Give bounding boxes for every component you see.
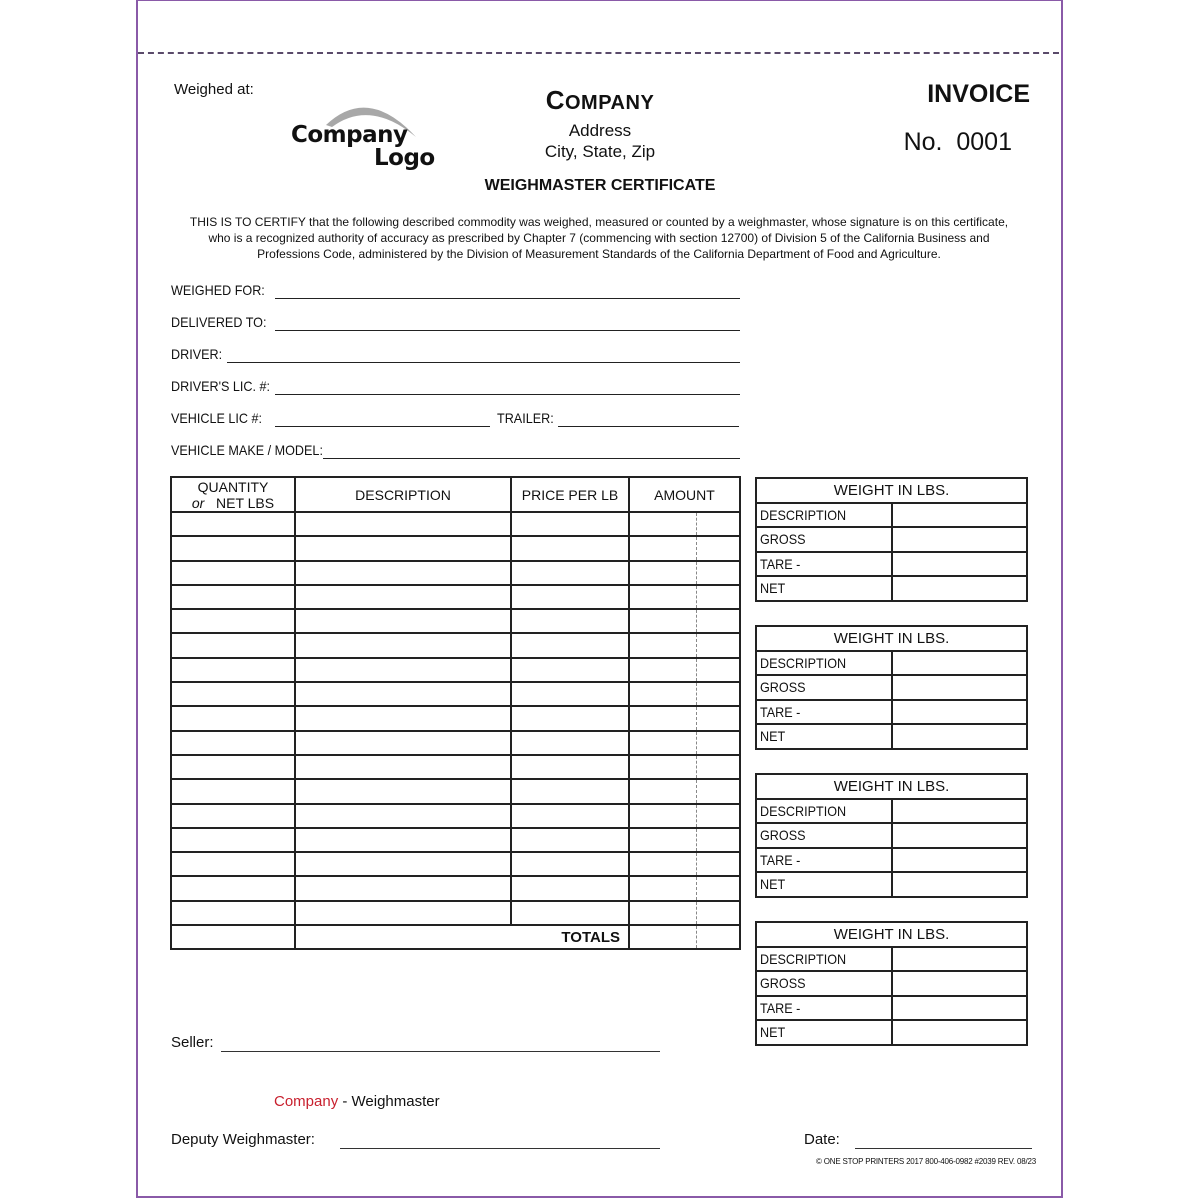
deputy-weighmaster-field[interactable] xyxy=(171,1131,315,1148)
delivered-to-input[interactable] xyxy=(275,316,740,331)
items-table xyxy=(170,476,741,950)
weight-box-row-label xyxy=(756,872,892,897)
weight-box-row-value[interactable] xyxy=(892,1020,1028,1045)
quantity-cell[interactable] xyxy=(171,585,295,609)
deputy-weighmaster-line[interactable] xyxy=(340,1134,660,1149)
trailer-input[interactable] xyxy=(558,412,739,427)
perforation-line xyxy=(138,52,1059,54)
items-table-row xyxy=(171,561,740,585)
weight-box-row-label xyxy=(756,971,892,996)
weight-box-row xyxy=(756,651,1027,676)
items-table-row xyxy=(171,755,740,779)
amount-cell[interactable] xyxy=(629,901,740,925)
company-name xyxy=(480,83,720,120)
items-table-row xyxy=(171,828,740,852)
totals-empty-cell xyxy=(171,925,295,949)
price-cell[interactable] xyxy=(511,536,629,560)
weight-box-row xyxy=(756,576,1027,601)
description-cell[interactable] xyxy=(295,731,511,755)
weighed-for-label: WEIGHED FOR: xyxy=(171,282,265,298)
quantity-cell[interactable] xyxy=(171,779,295,803)
amount-cell[interactable] xyxy=(629,779,740,803)
description-cell[interactable] xyxy=(295,633,511,657)
logo-text-line1: Company xyxy=(291,122,408,148)
date-field[interactable] xyxy=(804,1131,840,1148)
weight-box-row-label-text: DESCRIPTION xyxy=(760,654,847,671)
description-cell[interactable] xyxy=(295,901,511,925)
col-quantity-header xyxy=(171,477,295,512)
amount-cell[interactable] xyxy=(629,585,740,609)
price-cell[interactable] xyxy=(511,512,629,536)
weight-box-row-label-text: DESCRIPTION xyxy=(760,506,847,523)
invoice-title: INVOICE xyxy=(927,80,1030,108)
drivers-lic-input[interactable] xyxy=(275,380,740,395)
company-city-state-zip: City, State, Zip xyxy=(544,142,656,161)
weight-box-header-row xyxy=(756,922,1027,947)
weight-box-row-value[interactable] xyxy=(892,552,1028,577)
invoice-number-value: 0001 xyxy=(956,128,1012,156)
drivers-lic-label: DRIVER'S LIC. #: xyxy=(171,378,271,394)
weight-box-header-row xyxy=(756,774,1027,799)
col-amount-header: AMOUNT xyxy=(629,477,740,512)
weighmaster-suffix: - Weighmaster xyxy=(338,1093,440,1110)
weight-box-row xyxy=(756,503,1027,528)
invoice-number-label: No. xyxy=(903,128,943,156)
description-cell[interactable] xyxy=(295,658,511,682)
weight-box-row-value[interactable] xyxy=(892,947,1028,972)
quantity-cell[interactable] xyxy=(171,731,295,755)
weight-box-row-label xyxy=(756,799,892,824)
weight-box-row-label xyxy=(756,552,892,577)
weight-box-row-value[interactable] xyxy=(892,576,1028,601)
driver-label: DRIVER: xyxy=(171,346,223,362)
price-cell[interactable] xyxy=(511,901,629,925)
quantity-cell[interactable] xyxy=(171,633,295,657)
certificate-title: WEIGHMASTER CERTIFICATE xyxy=(484,177,716,194)
price-cell[interactable] xyxy=(511,731,629,755)
col-price-per-lb-header: PRICE PER LB xyxy=(511,477,629,512)
driver-field[interactable] xyxy=(171,346,228,362)
company-logo xyxy=(288,95,438,175)
items-table-row xyxy=(171,609,740,633)
price-cell[interactable] xyxy=(511,682,629,706)
items-totals-row xyxy=(171,925,740,949)
weight-box-row-value[interactable] xyxy=(892,971,1028,996)
quantity-cell[interactable] xyxy=(171,682,295,706)
quantity-cell[interactable] xyxy=(171,706,295,730)
price-cell[interactable] xyxy=(511,609,629,633)
weight-box xyxy=(755,921,1028,1046)
price-cell[interactable] xyxy=(511,852,629,876)
weight-box-row xyxy=(756,872,1027,897)
logo-text-line2: Logo xyxy=(374,145,435,171)
weight-box-row-label-text: NET xyxy=(760,728,786,745)
weight-box-row-value[interactable] xyxy=(892,724,1028,749)
invoice-number xyxy=(860,128,1012,157)
weight-box-title: WEIGHT IN LBS. xyxy=(756,626,1027,651)
description-cell[interactable] xyxy=(295,682,511,706)
weight-box-row-value[interactable] xyxy=(892,799,1028,824)
vehicle-make-model-field[interactable] xyxy=(171,442,340,458)
price-cell[interactable] xyxy=(511,561,629,585)
certification-text: THIS IS TO CERTIFY that the following described commodity was weighed, measured or counted by a weighmaster, whose signature is on this certificate, who is a recognized authority of accuracy as prescribed by Chapter 7 (commencing with section 12700) of Division 5 of the California Business and Professions Code, administered by the Division of Measurement Standards of the California Department of Food and Agriculture. xyxy=(189,215,1009,261)
description-cell[interactable] xyxy=(295,852,511,876)
items-table-row xyxy=(171,804,740,828)
weight-box-row-value[interactable] xyxy=(892,527,1028,552)
amount-cell[interactable] xyxy=(629,536,740,560)
items-table-row xyxy=(171,852,740,876)
totals-label: TOTALS xyxy=(295,925,629,949)
description-cell[interactable] xyxy=(295,779,511,803)
company-name-initial: C xyxy=(545,85,565,115)
weight-box-row-label-text: GROSS xyxy=(760,679,806,696)
weight-box-title: WEIGHT IN LBS. xyxy=(756,774,1027,799)
items-table-row xyxy=(171,682,740,706)
weight-box-row-label xyxy=(756,675,892,700)
items-header-row xyxy=(171,477,740,512)
items-table-row xyxy=(171,585,740,609)
quantity-cell[interactable] xyxy=(171,561,295,585)
description-cell[interactable] xyxy=(295,828,511,852)
weighed-for-input[interactable] xyxy=(275,284,740,299)
weighed-at-label: Weighed at: xyxy=(174,81,254,98)
weight-box-row-label xyxy=(756,503,892,528)
weight-box-row-label-text: NET xyxy=(760,1024,786,1041)
items-table-row xyxy=(171,633,740,657)
weight-box xyxy=(755,773,1028,898)
quantity-header-or: or xyxy=(191,494,205,511)
vehicle-make-model-input[interactable] xyxy=(323,444,740,459)
quantity-cell[interactable] xyxy=(171,804,295,828)
amount-cell[interactable] xyxy=(629,804,740,828)
items-table-row xyxy=(171,536,740,560)
deputy-weighmaster-label: Deputy Weighmaster: xyxy=(171,1131,315,1148)
price-cell[interactable] xyxy=(511,876,629,900)
trailer-field[interactable] xyxy=(497,410,560,426)
items-table-row xyxy=(171,512,740,536)
weight-box-header-row xyxy=(756,478,1027,503)
description-cell[interactable] xyxy=(295,561,511,585)
description-cell[interactable] xyxy=(295,536,511,560)
weight-box-row-label-text: NET xyxy=(760,876,786,893)
weight-box-row-label xyxy=(756,700,892,725)
weight-box-row xyxy=(756,971,1027,996)
description-cell[interactable] xyxy=(295,706,511,730)
amount-cell[interactable] xyxy=(629,706,740,730)
items-table-row xyxy=(171,876,740,900)
weight-box-row-label-text: NET xyxy=(760,580,786,597)
amount-cell[interactable] xyxy=(629,755,740,779)
price-cell[interactable] xyxy=(511,633,629,657)
weight-box-row xyxy=(756,823,1027,848)
weight-box-row-value[interactable] xyxy=(892,675,1028,700)
weight-box-row-label-text: TARE - xyxy=(760,703,801,720)
weight-box-row-label xyxy=(756,651,892,676)
weighmaster-company: Company xyxy=(274,1093,339,1110)
seller-label: Seller: xyxy=(171,1034,214,1051)
trailer-label: TRAILER: xyxy=(497,410,554,426)
amount-cell[interactable] xyxy=(629,731,740,755)
quantity-cell[interactable] xyxy=(171,876,295,900)
weight-box-row-label-text: GROSS xyxy=(760,827,806,844)
quantity-header-line1: QUANTITY xyxy=(197,478,269,495)
weighmaster-name xyxy=(274,1093,440,1110)
description-cell[interactable] xyxy=(295,609,511,633)
date-line[interactable] xyxy=(855,1134,1032,1149)
weight-box-row-label xyxy=(756,724,892,749)
company-block xyxy=(480,83,720,162)
company-address: Address xyxy=(568,121,632,140)
quantity-cell[interactable] xyxy=(171,828,295,852)
description-cell[interactable] xyxy=(295,876,511,900)
items-table-row xyxy=(171,706,740,730)
vehicle-lic-label: VEHICLE LIC #: xyxy=(171,410,263,426)
quantity-cell[interactable] xyxy=(171,658,295,682)
quantity-cell[interactable] xyxy=(171,901,295,925)
vehicle-lic-field[interactable] xyxy=(171,410,272,426)
items-table-row xyxy=(171,901,740,925)
weight-box-row xyxy=(756,996,1027,1021)
amount-cell[interactable] xyxy=(629,561,740,585)
weight-box-row-value[interactable] xyxy=(892,823,1028,848)
amount-cell[interactable] xyxy=(629,876,740,900)
weighed-for-field[interactable] xyxy=(171,282,275,298)
weight-box-row-label-text: DESCRIPTION xyxy=(760,802,847,819)
weight-box-row xyxy=(756,724,1027,749)
company-name-rest: OMPANY xyxy=(564,92,655,114)
weight-box-row-value[interactable] xyxy=(892,848,1028,873)
weight-box-row-label xyxy=(756,1020,892,1045)
col-description-header: DESCRIPTION xyxy=(295,477,511,512)
weight-box-row-label xyxy=(756,848,892,873)
items-table-row xyxy=(171,779,740,803)
weight-box-row xyxy=(756,848,1027,873)
delivered-to-label: DELIVERED TO: xyxy=(171,314,267,330)
price-cell[interactable] xyxy=(511,828,629,852)
weight-box-row xyxy=(756,552,1027,577)
seller-signature-line[interactable] xyxy=(221,1037,660,1052)
weight-box-row-value[interactable] xyxy=(892,996,1028,1021)
amount-cell[interactable] xyxy=(629,828,740,852)
driver-input[interactable] xyxy=(227,348,740,363)
amount-cell[interactable] xyxy=(629,633,740,657)
price-cell[interactable] xyxy=(511,585,629,609)
vehicle-lic-input[interactable] xyxy=(275,412,490,427)
items-table-row xyxy=(171,658,740,682)
weight-box-row xyxy=(756,675,1027,700)
amount-cell[interactable] xyxy=(629,609,740,633)
quantity-cell[interactable] xyxy=(171,755,295,779)
drivers-lic-field[interactable] xyxy=(171,378,281,394)
description-cell[interactable] xyxy=(295,585,511,609)
quantity-cell[interactable] xyxy=(171,536,295,560)
weight-box-row-value[interactable] xyxy=(892,651,1028,676)
weight-box-row-label-text: GROSS xyxy=(760,531,806,548)
quantity-cell[interactable] xyxy=(171,512,295,536)
weight-box-row-label xyxy=(756,527,892,552)
amount-cell[interactable] xyxy=(629,852,740,876)
totals-amount-cell[interactable] xyxy=(629,925,740,949)
weight-box-row xyxy=(756,527,1027,552)
items-table-row xyxy=(171,731,740,755)
footer-copyright: © ONE STOP PRINTERS 2017 800-406-0982 #2039 REV. 08/23 xyxy=(816,1157,1036,1166)
weight-box-row-label-text: TARE - xyxy=(760,851,801,868)
weight-box-row xyxy=(756,947,1027,972)
quantity-header-netlbs: NET LBS xyxy=(216,494,275,511)
weight-box xyxy=(755,625,1028,750)
seller-signature-field[interactable] xyxy=(171,1034,214,1051)
quantity-cell[interactable] xyxy=(171,852,295,876)
weight-box-row-value[interactable] xyxy=(892,503,1028,528)
price-cell[interactable] xyxy=(511,706,629,730)
description-cell[interactable] xyxy=(295,804,511,828)
amount-cell[interactable] xyxy=(629,512,740,536)
price-cell[interactable] xyxy=(511,755,629,779)
weight-box-row-label xyxy=(756,947,892,972)
price-cell[interactable] xyxy=(511,779,629,803)
weight-box-header-row xyxy=(756,626,1027,651)
price-cell[interactable] xyxy=(511,658,629,682)
weight-box-row-label-text: TARE - xyxy=(760,555,801,572)
weight-box-row xyxy=(756,700,1027,725)
quantity-cell[interactable] xyxy=(171,609,295,633)
weight-box-title: WEIGHT IN LBS. xyxy=(756,478,1027,503)
quantity-header-line2 xyxy=(172,495,294,511)
weight-box-row-label xyxy=(756,996,892,1021)
weight-box-row xyxy=(756,799,1027,824)
vehicle-make-model-label: VEHICLE MAKE / MODEL: xyxy=(171,442,323,458)
amount-cell[interactable] xyxy=(629,682,740,706)
weight-box-row-label-text: TARE - xyxy=(760,999,801,1016)
weight-box-row-label-text: DESCRIPTION xyxy=(760,950,847,967)
weight-box-row xyxy=(756,1020,1027,1045)
description-cell[interactable] xyxy=(295,512,511,536)
weight-box-row-value[interactable] xyxy=(892,700,1028,725)
amount-cell[interactable] xyxy=(629,658,740,682)
delivered-to-field[interactable] xyxy=(171,314,277,330)
description-cell[interactable] xyxy=(295,755,511,779)
weight-box-title: WEIGHT IN LBS. xyxy=(756,922,1027,947)
date-label: Date: xyxy=(804,1131,840,1148)
weight-box-row-label-text: GROSS xyxy=(760,975,806,992)
weight-box-row-label xyxy=(756,823,892,848)
price-cell[interactable] xyxy=(511,804,629,828)
weight-box xyxy=(755,477,1028,602)
weight-box-row-label xyxy=(756,576,892,601)
weight-box-row-value[interactable] xyxy=(892,872,1028,897)
